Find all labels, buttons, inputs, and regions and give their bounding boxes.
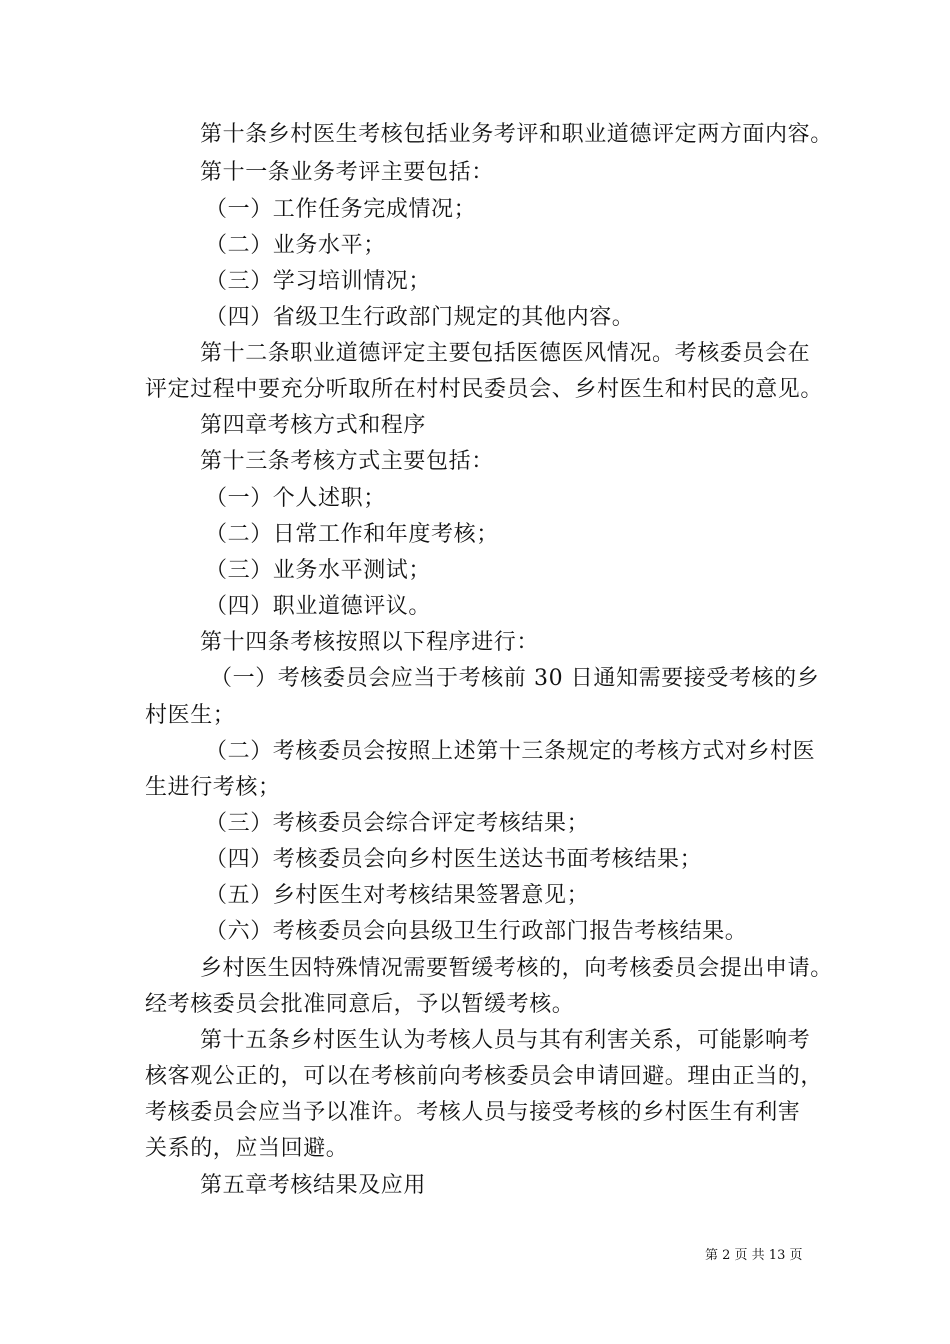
paragraph-line: （二）业务水平； bbox=[205, 233, 386, 258]
paragraph-line: （五）乡村医生对考核结果签署意见； bbox=[205, 883, 590, 908]
paragraph-line: （一）考核委员会应当于考核前 30 日通知需要接受考核的乡 bbox=[210, 666, 820, 691]
paragraph-line: 第十五条乡村医生认为考核人员与其有利害关系，可能影响考 bbox=[200, 1028, 811, 1053]
paragraph-line: 考核委员会应当予以准许。考核人员与接受考核的乡村医生有利害 bbox=[145, 1100, 801, 1125]
paragraph-line: （二）考核委员会按照上述第十三条规定的考核方式对乡村医 bbox=[205, 739, 816, 764]
paragraph-line: （一）工作任务完成情况； bbox=[205, 197, 477, 222]
paragraph-line: （三）学习培训情况； bbox=[205, 269, 432, 294]
page-number-footer: 第 2 页 共 13 页 bbox=[705, 1248, 803, 1263]
paragraph-line: 核客观公正的，可以在考核前向考核委员会申请回避。理由正当的， bbox=[145, 1064, 824, 1089]
paragraph-line: 生进行考核； bbox=[145, 775, 281, 800]
paragraph-line: （六）考核委员会向县级卫生行政部门报告考核结果。 bbox=[205, 919, 748, 944]
paragraph-line: 关系的，应当回避。 bbox=[145, 1136, 349, 1161]
paragraph-line: （一）个人述职； bbox=[205, 486, 386, 511]
paragraph-line: 评定过程中要充分听取所在村村民委员会、乡村医生和村民的意见。 bbox=[145, 377, 824, 402]
paragraph-line: 第十三条考核方式主要包括： bbox=[200, 449, 494, 474]
paragraph-line: （四）考核委员会向乡村医生送达书面考核结果； bbox=[205, 847, 703, 872]
paragraph-line: 第十二条职业道德评定主要包括医德医风情况。考核委员会在 bbox=[200, 341, 811, 366]
paragraph-line: 第十一条业务考评主要包括： bbox=[200, 160, 494, 185]
chapter-heading: 第四章考核方式和程序 bbox=[200, 413, 427, 438]
paragraph-line: （四）职业道德评议。 bbox=[205, 594, 432, 619]
paragraph-line: （三）业务水平测试； bbox=[205, 558, 432, 583]
paragraph-line: 乡村医生因特殊情况需要暂缓考核的，向考核委员会提出申请。 bbox=[200, 956, 833, 981]
chapter-heading: 第五章考核结果及应用 bbox=[200, 1173, 427, 1198]
paragraph-line: （四）省级卫生行政部门规定的其他内容。 bbox=[205, 305, 635, 330]
paragraph-line: （三）考核委员会综合评定考核结果； bbox=[205, 811, 590, 836]
paragraph-line: 经考核委员会批准同意后，予以暂缓考核。 bbox=[145, 992, 575, 1017]
paragraph-line: （二）日常工作和年度考核； bbox=[205, 522, 499, 547]
paragraph-line: 第十四条考核按照以下程序进行： bbox=[200, 630, 540, 655]
paragraph-line: 村医生； bbox=[145, 703, 236, 728]
paragraph-line: 第十条乡村医生考核包括业务考评和职业道德评定两方面内容。 bbox=[200, 122, 833, 147]
